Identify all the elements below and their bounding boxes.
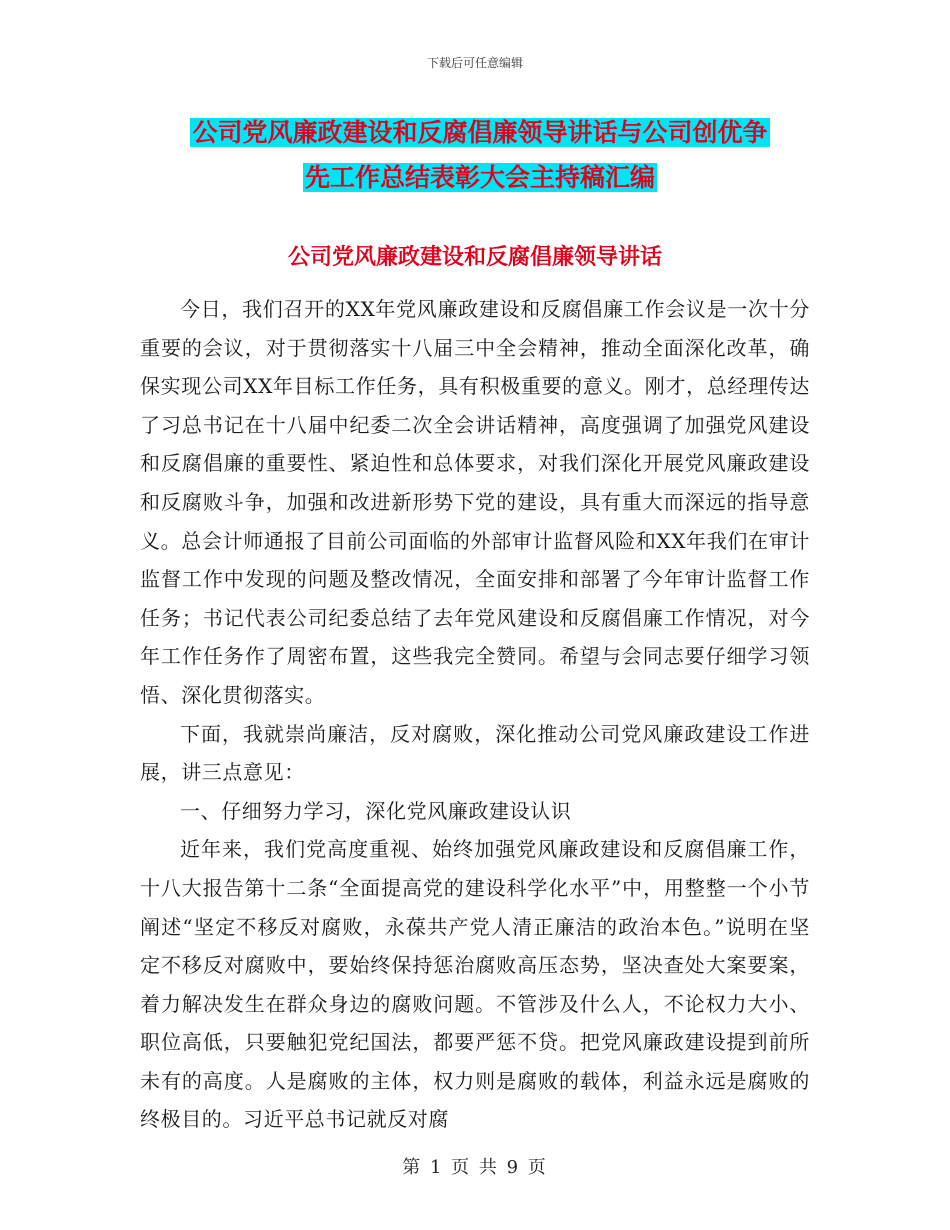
document-title xyxy=(140,110,820,200)
document-title-line1: 公司党风廉政建设和反腐倡廉领导讲话与公司创优争 xyxy=(192,118,768,147)
paragraph-3: 近年来，我们党高度重视、始终加强党风廉政建设和反腐倡廉工作，十八大报告第十二条“全面提高党的建设科学化水平”中，用整整一个小节阐述“坚定不移反对腐败，永葆共产党人清正廉洁的政治本色。”说明在坚定不移反对腐败中，要始终保持惩治腐败高压态势，坚决查处大案要案，着力解决发生在群众身边的腐败问题。不管涉及什么人，不论权力大小、职位高低，只要触犯党纪国法，都要严惩不贷。把党风廉政建设提到前所未有的高度。人是腐败的主体，权力则是腐败的载体，利益永远是腐败的终极目的。习近平总书记就反对腐 xyxy=(140,837,810,1132)
paragraph-heading-1: 一、仔细努力学习，深化党风廉政建设认识 xyxy=(180,798,572,823)
document-title-line2: 先工作总结表彰大会主持稿汇编 xyxy=(304,163,655,192)
paragraph-1: 今日，我们召开的XX年党风廉政建设和反腐倡廉工作会议是一次十分重要的会议，对于贯彻落实十八届三中全会精神，推动全面深化改革，确保实现公司XX年目标工作任务，具有积极重要的意义。刚才，总经理传达了习总书记在十八届中纪委二次全会讲话精神，高度强调了加强党风建设和反腐倡廉的重要性、紧迫性和总体要求，对我们深化开展党风廉政建设和反腐败斗争，加强和改进新形势下党的建设，具有重大而深远的指导意义。总会计师通报了目前公司面临的外部审计监督风险和XX年我们在审计监督工作中发现的问题及整改情况，全面安排和部署了今年审计监督工作任务；书记代表公司纪委总结了去年党风建设和反腐倡廉工作情况，对今年工作任务作了周密布置，这些我完全赞同。希望与会同志要仔细学习领悟、深化贯彻落实。 xyxy=(140,297,810,707)
page-number: 第 1 页 共 9 页 xyxy=(402,1157,548,1178)
paragraph-2: 下面，我就崇尚廉洁，反对腐败，深化推动公司党风廉政建设工作进展，讲三点意见： xyxy=(140,721,810,785)
section-title: 公司党风廉政建设和反腐倡廉领导讲话 xyxy=(287,244,662,270)
document-body xyxy=(140,290,810,1139)
page-header-note: 下载后可任意编辑 xyxy=(426,56,523,70)
